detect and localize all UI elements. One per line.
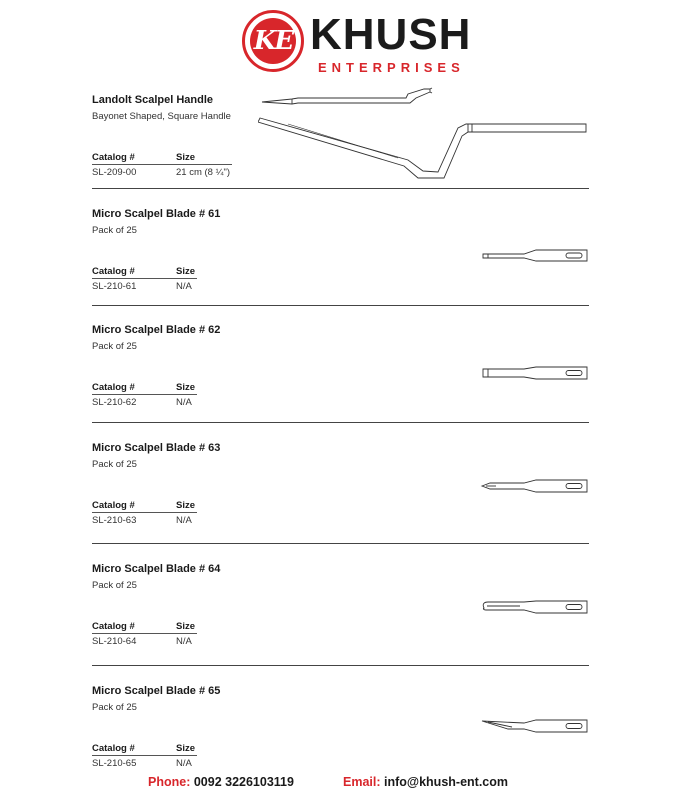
size-header: Size [176,500,196,511]
company-logo [242,10,472,78]
catalog-number: SL-210-63 [92,515,137,526]
logo-monogram: KE [250,18,296,64]
size-header: Size [176,266,196,277]
spec-underline [92,394,197,395]
product-title: Micro Scalpel Blade # 62 [92,324,221,336]
product-subtitle: Pack of 25 [92,225,137,236]
catalog-number: SL-209-00 [92,167,137,178]
landolt-handle-illustration [258,86,590,180]
product-subtitle: Pack of 25 [92,341,137,352]
section-divider [92,305,589,306]
logo-name: KHUSH [310,10,472,59]
email-label: Email: [343,775,381,789]
spec-underline [92,278,197,279]
size-header: Size [176,743,196,754]
product-subtitle: Pack of 25 [92,702,137,713]
section-divider [92,543,589,544]
blade-64-illustration [480,598,590,616]
spec-underline [92,512,197,513]
product-title: Micro Scalpel Blade # 63 [92,442,221,454]
product-subtitle: Bayonet Shaped, Square Handle [92,111,231,122]
blade-63-illustration [480,477,590,495]
phone-number[interactable]: 0092 3226103119 [193,775,294,789]
catalog-number: SL-210-64 [92,636,137,647]
product-title: Micro Scalpel Blade # 61 [92,208,221,220]
catalog-header: Catalog # [92,382,135,393]
email-address[interactable]: info@khush-ent.com [384,775,508,789]
size-value: N/A [176,281,192,292]
size-value: 21 cm (8 ¼") [176,167,231,178]
product-title: Landolt Scalpel Handle [92,94,214,106]
logo-subtitle: ENTERPRISES [318,60,465,75]
blade-65-illustration [480,717,590,737]
product-title: Micro Scalpel Blade # 65 [92,685,221,697]
catalog-number: SL-210-61 [92,281,137,292]
spec-underline [92,755,197,756]
footer-phone [148,775,294,789]
size-value: N/A [176,397,192,408]
blade-61-illustration [480,247,590,265]
blade-62-illustration [480,364,590,382]
size-header: Size [176,152,196,163]
catalog-number: SL-210-65 [92,758,137,769]
size-value: N/A [176,515,192,526]
section-divider [92,422,589,423]
logo-emblem [242,10,304,72]
size-value: N/A [176,758,192,769]
spec-underline [92,633,197,634]
size-header: Size [176,382,196,393]
footer-email [343,775,508,789]
catalog-header: Catalog # [92,743,135,754]
catalog-number: SL-210-62 [92,397,137,408]
section-divider [92,188,589,189]
section-divider [92,665,589,666]
catalog-header: Catalog # [92,152,135,163]
product-subtitle: Pack of 25 [92,580,137,591]
size-header: Size [176,621,196,632]
spec-underline [92,164,232,165]
catalog-header: Catalog # [92,500,135,511]
catalog-header: Catalog # [92,266,135,277]
catalog-header: Catalog # [92,621,135,632]
phone-label: Phone: [148,775,191,789]
size-value: N/A [176,636,192,647]
product-subtitle: Pack of 25 [92,459,137,470]
product-title: Micro Scalpel Blade # 64 [92,563,221,575]
